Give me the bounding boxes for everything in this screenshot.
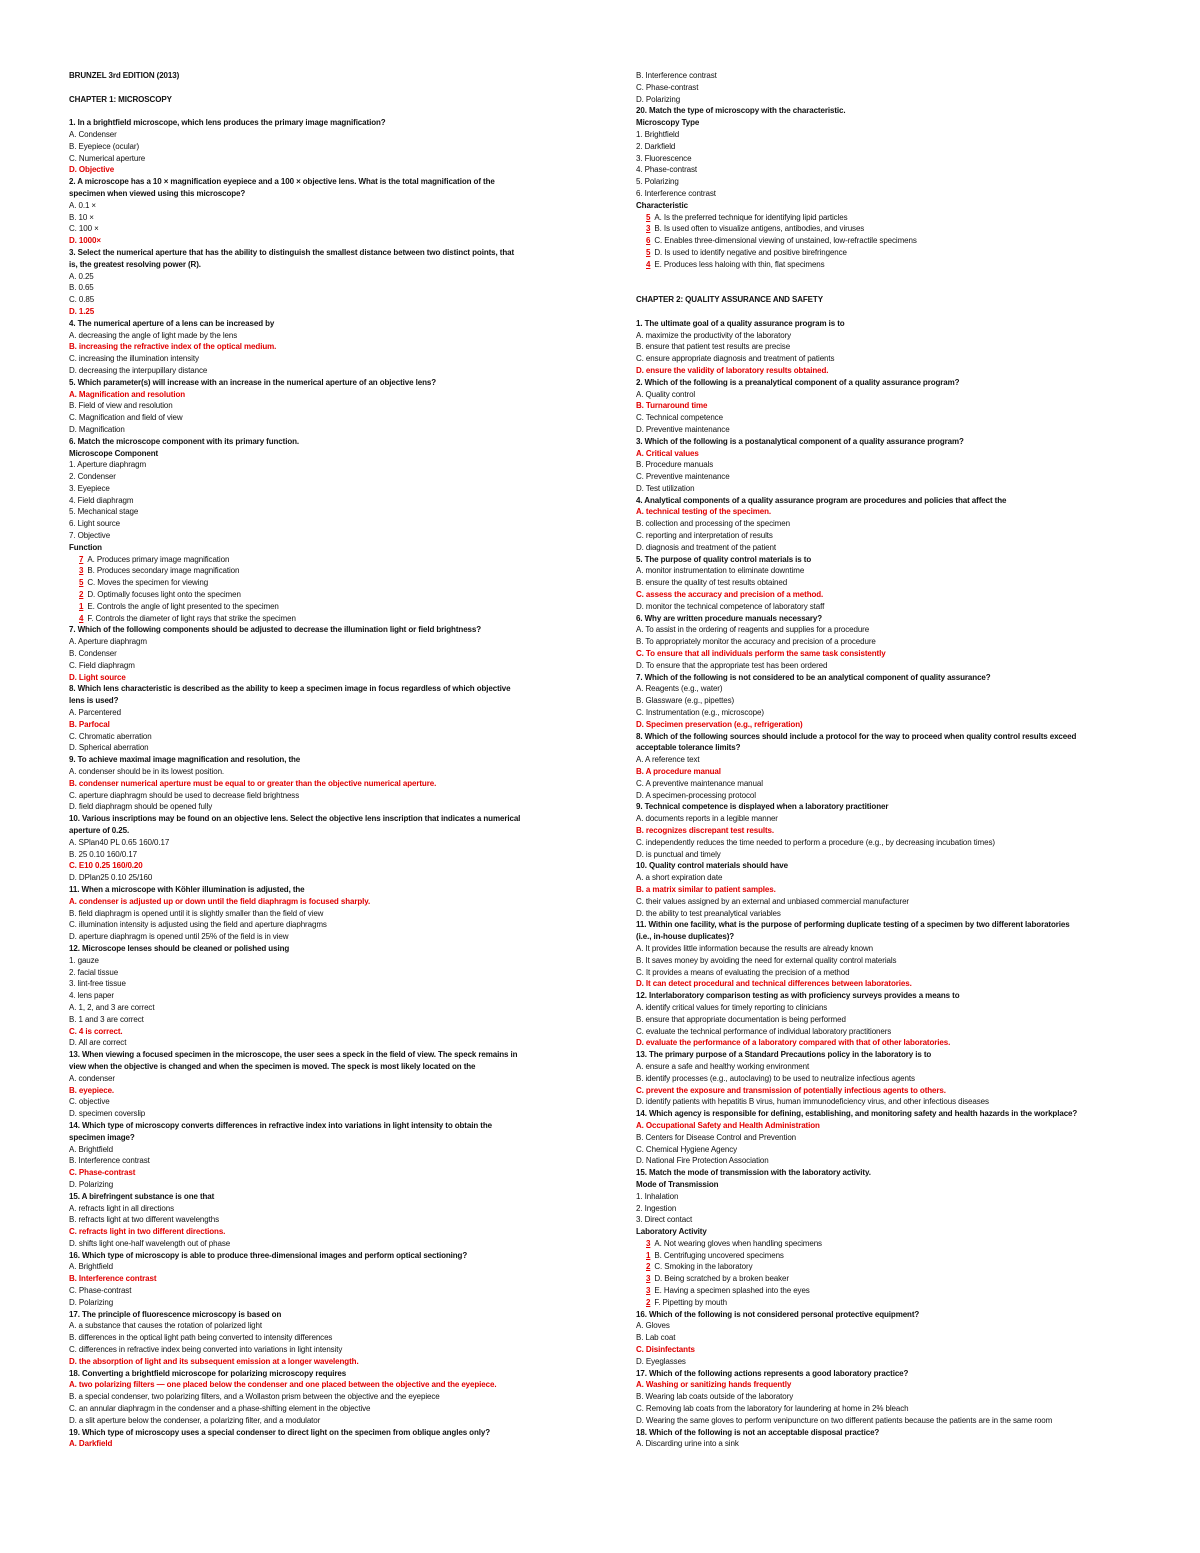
question-line: aperture of 0.25. [69, 826, 130, 835]
answer-option: A. condenser [69, 1073, 115, 1083]
match-answer-number: 2 [646, 1262, 651, 1272]
answer-option: 2. Ingestion [636, 1203, 677, 1213]
answer-option: 1. Inhalation [636, 1191, 679, 1201]
answer-option: C. illumination intensity is adjusted using the field and aperture diaphragms [69, 920, 327, 930]
answer-option: 4. Field diaphragm [69, 495, 134, 505]
answer-option: C. ensure appropriate diagnosis and treatment of patients [636, 354, 835, 364]
question-line: 5. The purpose of quality control materials is to [636, 554, 812, 564]
correct-answer: A. two polarizing filters — one placed below the condenser and one placed between the objective and the eyepiece. [69, 1380, 497, 1390]
answer-option: D. Polarizing [69, 1179, 114, 1189]
answer-option: A. Discarding urine into a sink [636, 1439, 739, 1449]
answer-option: B. field diaphragm is opened until it is slightly smaller than the field of view [69, 908, 324, 918]
answer-option: C. evaluate the technical performance of individual laboratory practitioners [636, 1026, 892, 1036]
answer-option: B. collection and processing of the specimen [636, 519, 790, 529]
correct-answer: C. refracts light in two different directions. [69, 1227, 226, 1237]
question-line: view when the objective is changed and when the specimen is moved. The speck is most likely located on the [69, 1061, 476, 1071]
question-line: specimen image? [69, 1132, 135, 1142]
question-line: 13. When viewing a focused specimen in the microscope, the user sees a speck in the field of view. The speck remains in [69, 1050, 518, 1060]
answer-option: B. It saves money by avoiding the need for external quality control materials [636, 955, 897, 965]
answer-option: B. 1 and 3 are correct [69, 1014, 144, 1024]
answer-option: 1. Aperture diaphragm [69, 460, 147, 470]
answer-option: C. It provides a means of evaluating the precision of a method [636, 967, 850, 977]
correct-answer: B. Interference contrast [69, 1274, 157, 1284]
correct-answer: C. prevent the exposure and transmission of potentially infectious agents to others. [636, 1085, 946, 1095]
answer-option: A. ensure a safe and healthy working environment [636, 1061, 810, 1071]
correct-answer: B. recognizes discrepant test results. [636, 826, 775, 835]
match-answer-number: 5 [79, 578, 84, 588]
answer-option: B. Interference contrast [636, 71, 717, 80]
correct-answer: D. Light source [69, 672, 126, 682]
answer-option: D. Magnification [69, 424, 125, 434]
blank-line [69, 105, 609, 117]
match-row [69, 601, 609, 613]
match-text: A. Is the preferred technique for identifying lipid particles [654, 212, 848, 222]
match-row [636, 1297, 1176, 1309]
answer-option: 5. Polarizing [636, 177, 679, 187]
question-line: 17. Which of the following actions represents a good laboratory practice? [636, 1368, 909, 1378]
answer-option: B. refracts light at two different wavelengths [69, 1215, 219, 1225]
left-column [69, 70, 609, 1450]
answer-option: B. identify processes (e.g., autoclaving) to be used to neutralize infectious agents [636, 1073, 915, 1083]
question-line: 18. Converting a brightfield microscope for polarizing microscopy requires [69, 1368, 347, 1378]
question-line: Microscopy Type [636, 118, 700, 128]
answer-option: C. Field diaphragm [69, 660, 135, 670]
correct-answer: C. Disinfectants [636, 1345, 695, 1355]
answer-option: 3. Eyepiece [69, 483, 110, 493]
answer-option: B. a special condenser, two polarizing filters, and a Wollaston prism between the objective and the eyepiece [69, 1392, 440, 1402]
match-answer-number: 3 [79, 566, 84, 576]
match-text: E. Controls the angle of light presented to the specimen [87, 601, 279, 611]
answer-option: B. 0.65 [69, 283, 94, 293]
answer-option: B. Wearing lab coats outside of the laboratory [636, 1392, 794, 1402]
question-line: 6. Why are written procedure manuals necessary? [636, 613, 823, 623]
correct-answer: D. the absorption of light and its subsequent emission at a longer wavelength. [69, 1356, 359, 1366]
match-answer-number: 1 [646, 1250, 651, 1260]
correct-answer: B. condenser numerical aperture must be equal to or greater than the objective numerical aperture. [69, 778, 437, 788]
answer-option: D. a slit aperture below the condenser, a polarizing filter, and a modulator [69, 1415, 321, 1425]
answer-option: D. aperture diaphragm is opened until 25% of the field is in view [69, 932, 289, 942]
answer-option: D. Polarizing [636, 94, 681, 104]
match-text: C. Moves the specimen for viewing [87, 578, 209, 588]
question-line: 4. Analytical components of a quality assurance program are procedures and policies that affect the [636, 495, 1007, 505]
match-row [636, 212, 1176, 224]
answer-option: B. ensure that appropriate documentation is being performed [636, 1014, 846, 1024]
answer-option: D. Eyeglasses [636, 1356, 686, 1366]
question-line: 9. To achieve maximal image magnification and resolution, the [69, 755, 301, 765]
question-line: 16. Which of the following is not considered personal protective equipment? [636, 1309, 920, 1319]
match-row [69, 589, 609, 601]
answer-option: 2. Condenser [69, 472, 116, 482]
match-row [636, 1261, 1176, 1273]
answer-option: D. monitor the technical competence of laboratory staff [636, 601, 825, 611]
correct-answer: B. a matrix similar to patient samples. [636, 884, 776, 894]
answer-option: A. a short expiration date [636, 873, 723, 883]
correct-answer: D. 1.25 [69, 306, 95, 316]
match-answer-number: 4 [646, 259, 651, 269]
question-line: 12. Microscope lenses should be cleaned or polished using [69, 943, 290, 953]
answer-option: D. specimen coverslip [69, 1109, 146, 1119]
match-row [69, 577, 609, 589]
question-line: 13. The primary purpose of a Standard Precautions policy in the laboratory is to [636, 1050, 932, 1060]
correct-answer: A. technical testing of the specimen. [636, 507, 771, 517]
answer-option: D. Wearing the same gloves to perform venipuncture on two different patients because the patients are in the same room [636, 1415, 1053, 1425]
answer-option: A. a substance that causes the rotation of polarized light [69, 1321, 262, 1331]
answer-option: 2. Darkfield [636, 141, 676, 151]
question-line: 2. A microscope has a 10 × magnification eyepiece and a 100 × objective lens. What is the total magnification of the [69, 177, 495, 187]
question-line: 19. Which type of microscopy uses a special condenser to direct light on the specimen from oblique angles only? [69, 1427, 490, 1437]
answer-option: D. decreasing the interpupillary distance [69, 365, 208, 375]
blank-line [69, 82, 609, 94]
match-row [636, 1238, 1176, 1250]
question-line: (i.e., in-house duplicates)? [636, 932, 735, 942]
question-line: is, the greatest resolving power (R). [69, 259, 201, 269]
answer-option: 5. Mechanical stage [69, 507, 139, 517]
answer-option: A. SPlan40 PL 0.65 160/0.17 [69, 837, 170, 847]
match-answer-number: 3 [646, 1286, 651, 1296]
question-line: 6. Match the microscope component with its primary function. [69, 436, 300, 446]
answer-option: C. increasing the illumination intensity [69, 354, 199, 364]
correct-answer: C. assess the accuracy and precision of a method. [636, 590, 824, 600]
answer-option: D. A specimen-processing protocol [636, 790, 756, 800]
answer-option: B. Centers for Disease Control and Prevention [636, 1132, 797, 1142]
match-answer-number: 1 [79, 601, 84, 611]
question-line: 8. Which lens characteristic is described as the ability to keep a specimen image in focus regardless of which objective [69, 684, 511, 694]
answer-option: D. National Fire Protection Association [636, 1156, 769, 1166]
match-row [69, 613, 609, 625]
question-line: 17. The principle of fluorescence microscopy is based on [69, 1309, 282, 1319]
correct-answer: D. 1000× [69, 236, 101, 246]
answer-option: C. Instrumentation (e.g., microscope) [636, 708, 764, 718]
answer-option: A. It provides little information because the results are already known [636, 943, 874, 953]
question-line: 14. Which type of microscopy converts differences in refractive index into variations in light intensity to obtain the [69, 1120, 492, 1130]
match-row [636, 247, 1176, 259]
correct-answer: C. 4 is correct. [69, 1026, 123, 1036]
right-column [636, 70, 1176, 1450]
question-line: 15. Match the mode of transmission with the laboratory activity. [636, 1168, 871, 1178]
question-line: Mode of Transmission [636, 1179, 719, 1189]
match-text: B. Produces secondary image magnification [87, 566, 240, 576]
correct-answer: D. It can detect procedural and technical differences between laboratories. [636, 979, 912, 989]
match-text: B. Centrifuging uncovered specimens [654, 1250, 784, 1260]
correct-answer: B. increasing the refractive index of the optical medium. [69, 342, 277, 352]
answer-option: C. reporting and interpretation of results [636, 531, 773, 541]
match-answer-number: 4 [79, 613, 84, 623]
question-line: 8. Which of the following sources should include a protocol for the way to proceed when quality control results exceed [636, 731, 1077, 741]
answer-option: 2. facial tissue [69, 967, 119, 977]
answer-option: D. DPlan25 0.10 25/160 [69, 873, 153, 883]
question-line: 11. When a microscope with Köhler illumination is adjusted, the [69, 884, 305, 894]
question-line: 3. Select the numerical aperture that has the ability to distinguish the smallest distance between two distinct points, that [69, 247, 515, 257]
match-text: E. Having a specimen splashed into the eyes [654, 1286, 810, 1296]
answer-option: A. condenser should be in its lowest position. [69, 767, 225, 777]
answer-option: B. 25 0.10 160/0.17 [69, 849, 137, 859]
question-line: 16. Which type of microscopy is able to produce three-dimensional images and perform optical sectioning? [69, 1250, 468, 1260]
match-answer-number: 5 [646, 247, 651, 257]
answer-option: D. All are correct [69, 1038, 127, 1048]
answer-option: A. decreasing the angle of light made by the lens [69, 330, 238, 340]
correct-answer: D. evaluate the performance of a laboratory compared with that of other laboratories. [636, 1038, 951, 1048]
question-line: 14. Which agency is responsible for defining, establishing, and monitoring safety and health hazards in the workplace? [636, 1109, 1078, 1119]
match-text: F. Controls the diameter of light rays that strike the specimen [87, 613, 296, 623]
question-line: 5. Which parameter(s) will increase with an increase in the numerical aperture of an objective lens? [69, 377, 437, 387]
blank-line [636, 282, 1176, 294]
answer-option: A. 1, 2, and 3 are correct [69, 1002, 155, 1012]
answer-option: D. To ensure that the appropriate test has been ordered [636, 660, 828, 670]
answer-option: B. Procedure manuals [636, 460, 714, 470]
question-line: 12. Interlaboratory comparison testing as with proficiency surveys provides a means to [636, 991, 960, 1001]
section-heading: CHAPTER 2: QUALITY ASSURANCE AND SAFETY [636, 295, 823, 305]
correct-answer: C. Phase-contrast [69, 1168, 136, 1178]
answer-option: B. differences in the optical light path being converted to intensity differences [69, 1333, 333, 1343]
match-row [636, 259, 1176, 271]
answer-option: B. To appropriately monitor the accuracy and precision of a procedure [636, 637, 876, 647]
correct-answer: D. ensure the validity of laboratory results obtained. [636, 365, 829, 375]
answer-option: A. A reference text [636, 755, 700, 765]
correct-answer: A. condenser is adjusted up or down until the field diaphragm is focused sharply. [69, 896, 371, 906]
answer-option: A. documents reports in a legible manner [636, 814, 778, 824]
correct-answer: C. E10 0.25 160/0.20 [69, 861, 143, 871]
answer-option: C. Phase-contrast [69, 1286, 132, 1296]
answer-option: C. Removing lab coats from the laboratory for laundering at home in 2% bleach [636, 1404, 909, 1414]
answer-option: C. an annular diaphragm in the condenser and a phase-shifting element in the objective [69, 1404, 371, 1414]
match-answer-number: 2 [646, 1297, 651, 1307]
question-line: acceptable tolerance limits? [636, 743, 741, 753]
question-line: Characteristic [636, 200, 688, 210]
question-line: Microscope Component [69, 448, 159, 458]
match-row [69, 554, 609, 566]
correct-answer: A. Magnification and resolution [69, 389, 186, 399]
answer-option: B. Lab coat [636, 1333, 676, 1343]
answer-option: A. 0.1 × [69, 200, 96, 210]
answer-option: A. Parcentered [69, 708, 121, 718]
match-row [69, 565, 609, 577]
question-line: 3. Which of the following is a postanalytical component of a quality assurance program? [636, 436, 964, 446]
match-answer-number: 3 [646, 1238, 651, 1248]
section-heading: BRUNZEL 3rd EDITION (2013) [69, 71, 180, 80]
answer-option: A. Reagents (e.g., water) [636, 684, 723, 694]
answer-option: D. Preventive maintenance [636, 424, 730, 434]
answer-option: C. 0.85 [69, 295, 95, 305]
match-text: B. Is used often to visualize antigens, antibodies, and viruses [654, 224, 865, 234]
question-line: Laboratory Activity [636, 1227, 707, 1237]
answer-option: C. aperture diaphragm should be used to decrease field brightness [69, 790, 300, 800]
answer-option: A. identify critical values for timely reporting to clinicians [636, 1002, 828, 1012]
match-answer-number: 3 [646, 224, 651, 234]
correct-answer: A. Darkfield [69, 1439, 113, 1449]
match-row [636, 235, 1176, 247]
answer-option: 4. Phase-contrast [636, 165, 697, 175]
answer-option: A. To assist in the ordering of reagents and supplies for a procedure [636, 625, 870, 635]
answer-option: C. Magnification and field of view [69, 413, 183, 423]
question-line: 11. Within one facility, what is the purpose of performing duplicate testing of a specimen by two different laboratories [636, 920, 1070, 930]
answer-option: B. Glassware (e.g., pipettes) [636, 696, 735, 706]
answer-option: A. Quality control [636, 389, 696, 399]
answer-option: D. identify patients with hepatitis B virus, human immunodeficiency virus, and other infectious diseases [636, 1097, 989, 1107]
answer-option: A. Gloves [636, 1321, 670, 1331]
match-answer-number: 7 [79, 554, 84, 564]
question-line: 10. Quality control materials should have [636, 861, 788, 871]
answer-option: B. ensure the quality of test results obtained [636, 578, 788, 588]
match-text: E. Produces less haloing with thin, flat specimens [654, 259, 825, 269]
answer-option: 3. Fluorescence [636, 153, 692, 163]
match-row [636, 1285, 1176, 1297]
match-answer-number: 2 [79, 590, 84, 600]
answer-option: A. refracts light in all directions [69, 1203, 174, 1213]
match-text: A. Produces primary image magnification [87, 554, 230, 564]
correct-answer: C. To ensure that all individuals perform the same task consistently [636, 649, 886, 659]
match-text: C. Smoking in the laboratory [654, 1262, 753, 1272]
match-text: C. Enables three-dimensional viewing of unstained, low-refractile specimens [654, 236, 917, 246]
answer-option: 4. lens paper [69, 991, 114, 1001]
answer-option: C. A preventive maintenance manual [636, 778, 763, 788]
answer-option: C. Phase-contrast [636, 82, 699, 92]
match-answer-number: 5 [646, 212, 651, 222]
answer-option: B. Field of view and resolution [69, 401, 173, 411]
match-row [636, 223, 1176, 235]
answer-option: 7. Objective [69, 531, 111, 541]
correct-answer: A. Occupational Safety and Health Administration [636, 1120, 820, 1130]
match-text: F. Pipetting by mouth [654, 1297, 727, 1307]
answer-option: C. Technical competence [636, 413, 723, 423]
answer-option: 3. Direct contact [636, 1215, 693, 1225]
question-line: 4. The numerical aperture of a lens can be increased by [69, 318, 275, 328]
answer-option: C. independently reduces the time needed to perform a procedure (e.g., by decreasing incubation times) [636, 837, 995, 847]
answer-option: D. field diaphragm should be opened fully [69, 802, 213, 812]
match-text: D. Being scratched by a broken beaker [654, 1274, 789, 1284]
match-text: A. Not wearing gloves when handling specimens [654, 1238, 822, 1248]
answer-option: B. 10 × [69, 212, 94, 222]
correct-answer: D. Specimen preservation (e.g., refrigeration) [636, 719, 803, 729]
match-answer-number: 6 [646, 236, 651, 246]
answer-option: D. is punctual and timely [636, 849, 721, 859]
correct-answer: B. eyepiece. [69, 1085, 115, 1095]
blank-line [636, 271, 1176, 283]
match-text: D. Optimally focuses light onto the specimen [87, 590, 241, 600]
blank-line [636, 306, 1176, 318]
answer-option: A. Brightfield [69, 1262, 113, 1272]
answer-option: C. Numerical aperture [69, 153, 146, 163]
match-row [636, 1250, 1176, 1262]
question-line: lens is used? [69, 696, 119, 706]
answer-option: A. maximize the productivity of the laboratory [636, 330, 792, 340]
answer-option: C. Preventive maintenance [636, 472, 730, 482]
correct-answer: B. A procedure manual [636, 767, 721, 777]
answer-option: D. diagnosis and treatment of the patient [636, 542, 776, 552]
answer-option: A. Condenser [69, 129, 117, 139]
question-line: specimen when viewed using this microscope? [69, 188, 246, 198]
question-line: 2. Which of the following is a preanalytical component of a quality assurance program? [636, 377, 960, 387]
match-answer-number: 3 [646, 1274, 651, 1284]
answer-option: C. Chemical Hygiene Agency [636, 1144, 738, 1154]
match-row [636, 1273, 1176, 1285]
answer-option: A. Aperture diaphragm [69, 637, 147, 647]
answer-option: D. Test utilization [636, 483, 695, 493]
correct-answer: A. Critical values [636, 448, 699, 458]
question-line: 15. A birefringent substance is one that [69, 1191, 215, 1201]
question-line: 20. Match the type of microscopy with the characteristic. [636, 106, 846, 116]
answer-option: 1. gauze [69, 955, 99, 965]
section-heading: CHAPTER 1: MICROSCOPY [69, 94, 172, 104]
answer-option: B. ensure that patient test results are precise [636, 342, 791, 352]
question-line: 10. Various inscriptions may be found on an objective lens. Select the objective lens inscription that indicates a numerical [69, 814, 521, 824]
answer-option: D. shifts light one-half wavelength out of phase [69, 1238, 231, 1248]
answer-option: A. monitor instrumentation to eliminate downtime [636, 566, 805, 576]
answer-option: D. Spherical aberration [69, 743, 149, 753]
answer-option: D. the ability to test preanalytical variables [636, 908, 781, 918]
match-text: D. Is used to identify negative and positive birefringence [654, 247, 847, 257]
correct-answer: B. Turnaround time [636, 401, 708, 411]
question-line: 7. Which of the following components should be adjusted to decrease the illumination light or field brightness? [69, 625, 482, 635]
correct-answer: D. Objective [69, 165, 115, 175]
correct-answer: B. Parfocal [69, 719, 110, 729]
answer-option: B. Eyepiece (ocular) [69, 141, 140, 151]
correct-answer: A. Washing or sanitizing hands frequently [636, 1380, 792, 1390]
answer-option: C. differences in refractive index being converted into variations in light intensity [69, 1345, 343, 1355]
answer-option: D. Polarizing [69, 1297, 114, 1307]
answer-option: B. Condenser [69, 649, 117, 659]
question-line: Function [69, 542, 102, 552]
answer-option: C. 100 × [69, 224, 99, 234]
question-line: 7. Which of the following is not considered to be an analytical component of quality assurance? [636, 672, 991, 682]
answer-option: C. objective [69, 1097, 110, 1107]
answer-option: 3. lint-free tissue [69, 979, 126, 989]
answer-option: C. their values assigned by an external and unbiased commercial manufacturer [636, 896, 909, 906]
question-line: 18. Which of the following is not an acceptable disposal practice? [636, 1427, 880, 1437]
answer-option: A. Brightfield [69, 1144, 113, 1154]
question-line: 9. Technical competence is displayed when a laboratory practitioner [636, 802, 889, 812]
answer-option: 6. Light source [69, 519, 120, 529]
question-line: 1. In a brightfield microscope, which lens produces the primary image magnification? [69, 118, 386, 128]
answer-option: 6. Interference contrast [636, 188, 716, 198]
answer-option: 1. Brightfield [636, 129, 680, 139]
answer-option: B. Interference contrast [69, 1156, 150, 1166]
answer-option: C. Chromatic aberration [69, 731, 152, 741]
answer-option: A. 0.25 [69, 271, 94, 281]
question-line: 1. The ultimate goal of a quality assurance program is to [636, 318, 845, 328]
